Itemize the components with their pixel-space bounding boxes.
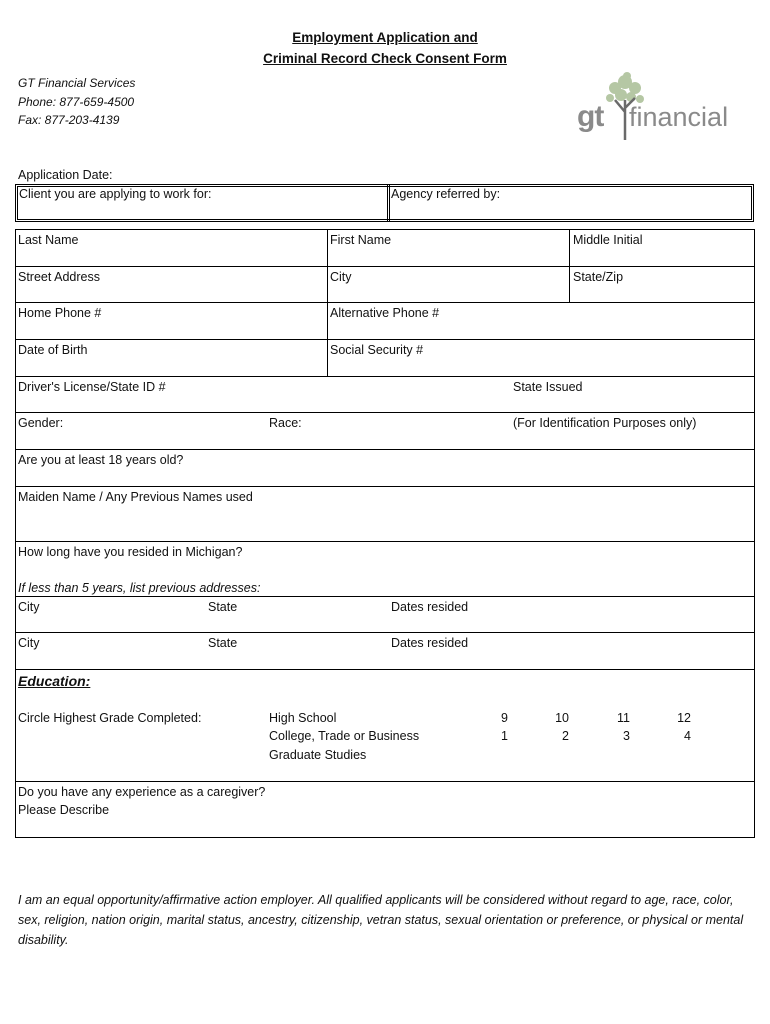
city-label: City [330,270,352,284]
application-date-label: Application Date: [18,168,113,182]
license-label: Driver's License/State ID # [18,380,166,394]
residence-question: How long have you resided in Michigan? [18,545,243,559]
license-input[interactable] [18,396,508,410]
first-name-input[interactable] [330,250,566,264]
grade-option[interactable]: 12 [677,711,691,725]
prev-city-label: City [18,600,40,614]
ssn-label: Social Security # [330,343,424,357]
street-address-label: Street Address [18,270,100,284]
grade-option[interactable]: 11 [617,711,630,725]
equal-opportunity-statement: I am an equal opportunity/affirmative action employer. All qualified applicants will be considered without regard to age, race, color, sex, religion, nation origin, marital status, ancestry, citizenship, vetran status, sexual orientation or preference, or physical or mental disability. [18,893,744,947]
college-year-option[interactable]: 2 [562,729,569,743]
grade-option[interactable]: 10 [555,711,569,725]
prev-state-label: State [208,600,238,614]
grade-option[interactable]: 9 [501,711,508,725]
prev-city-label: City [18,636,40,650]
dob-label: Date of Birth [18,343,88,357]
logo-financial-text: financial [629,102,729,132]
last-name-label: Last Name [18,233,79,247]
first-name-label: First Name [330,233,392,247]
alt-phone-input[interactable] [330,322,750,336]
prev-state-label: State [208,636,238,650]
street-address-input[interactable] [18,286,323,300]
gt-financial-logo [577,68,752,148]
state-zip-label: State/Zip [573,270,624,284]
education-heading: Education: [18,673,91,689]
agency-field-label: Agency referred by: [391,187,501,201]
previous-addresses-note: If less than 5 years, list previous addresses: [18,581,261,595]
id-purposes-note: (For Identification Purposes only) [513,416,697,430]
race-label: Race: [269,416,302,430]
agency-input[interactable] [392,202,748,216]
level-high-school: High School [269,711,337,725]
level-college: College, Trade or Business [269,729,420,743]
prev-dates-label: Dates resided [391,636,469,650]
city-input[interactable] [330,286,566,300]
state-issued-label: State Issued [513,380,583,394]
form-title-line1: Employment Application and [292,30,478,45]
ssn-input[interactable] [330,359,750,373]
maiden-name-label: Maiden Name / Any Previous Names used [18,490,253,504]
circle-grade-label: Circle Highest Grade Completed: [18,711,202,725]
middle-initial-label: Middle Initial [573,233,643,247]
age-18-question: Are you at least 18 years old? [18,453,184,467]
company-phone: Phone: 877-659-4500 [18,95,135,109]
level-graduate: Graduate Studies [269,748,367,762]
company-name: GT Financial Services [18,76,136,90]
caregiver-describe-label: Please Describe [18,803,110,817]
home-phone-input[interactable] [18,322,323,336]
dob-input[interactable] [18,359,323,373]
company-fax: Fax: 877-203-4139 [18,113,120,127]
gender-label: Gender: [18,416,64,430]
logo-gt-text: gt [577,100,604,133]
alt-phone-label: Alternative Phone # [330,306,440,320]
caregiver-description-input[interactable] [120,803,750,833]
prev-dates-label: Dates resided [391,600,469,614]
client-input[interactable] [20,202,385,216]
college-year-option[interactable]: 3 [623,729,630,743]
maiden-name-input[interactable] [18,508,750,538]
last-name-input[interactable] [18,250,323,264]
college-year-option[interactable]: 4 [684,729,691,743]
middle-initial-input[interactable] [573,250,751,264]
form-title-line2: Criminal Record Check Consent Form [263,51,507,66]
state-zip-input[interactable] [573,286,751,300]
college-year-option[interactable]: 1 [501,729,508,743]
client-field-label: Client you are applying to work for: [19,187,212,201]
home-phone-label: Home Phone # [18,306,102,320]
caregiver-question: Do you have any experience as a caregiver? [18,785,266,799]
